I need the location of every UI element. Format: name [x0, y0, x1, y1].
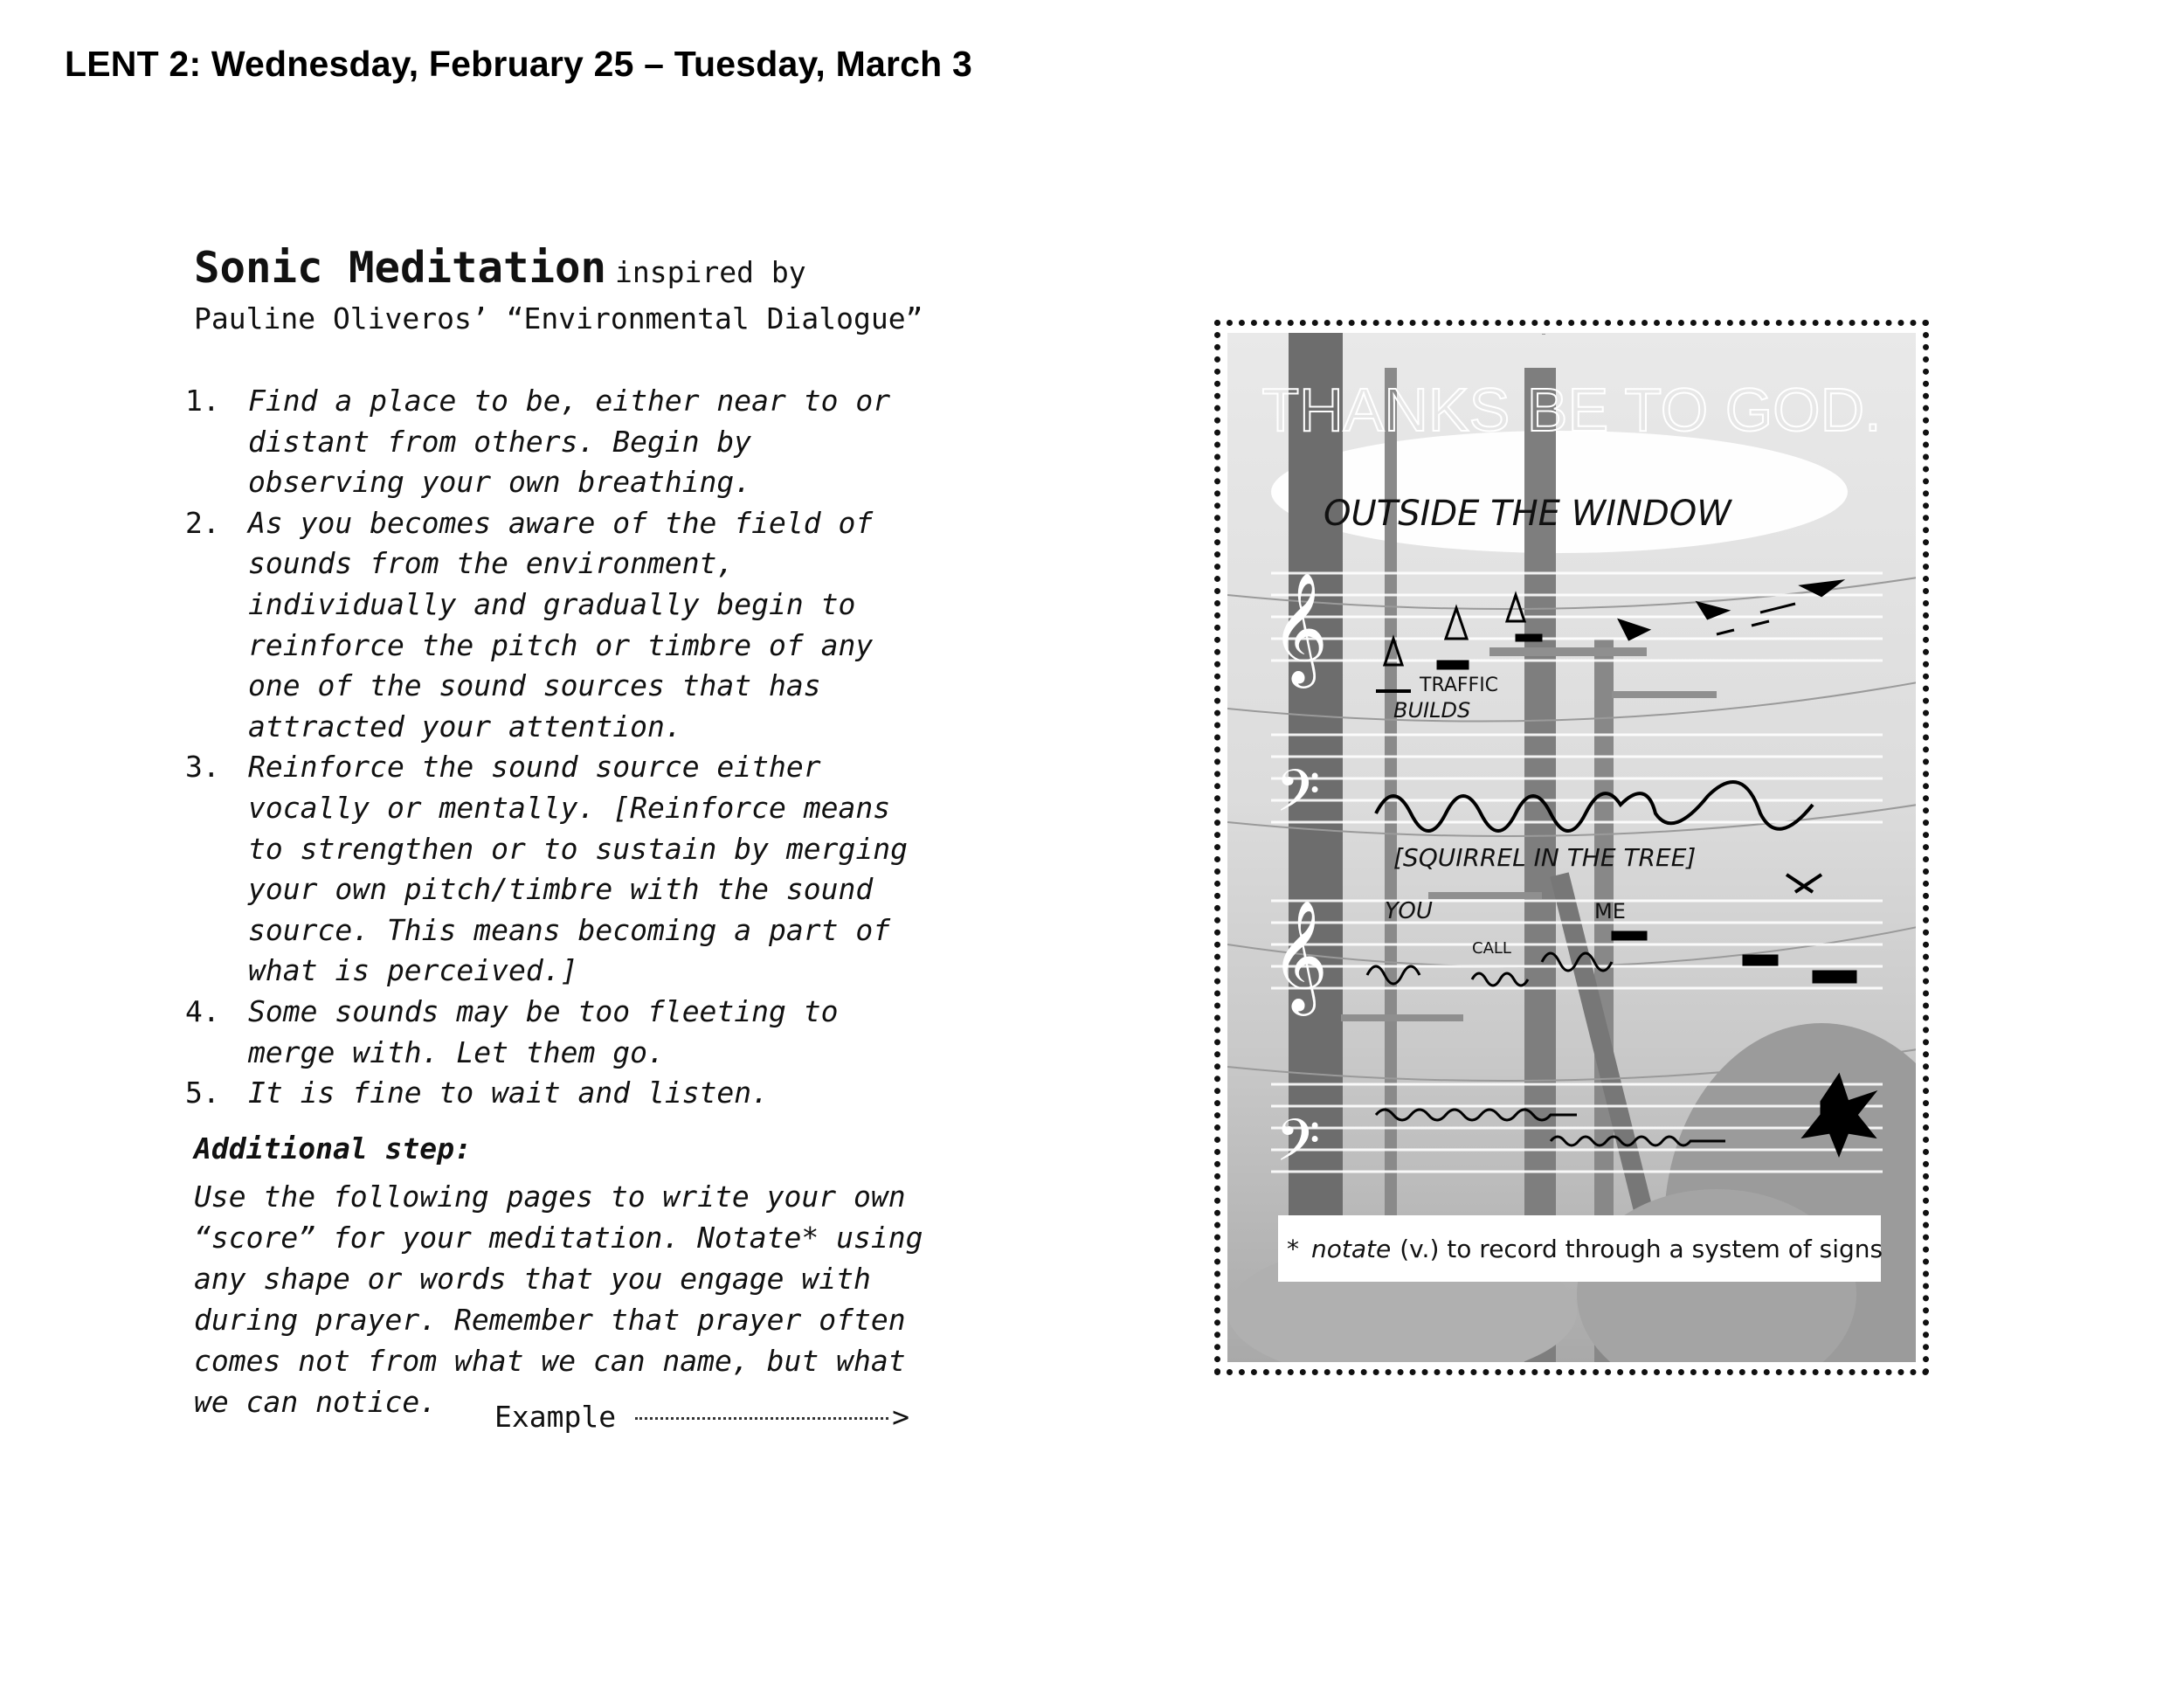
handwritten-header: OUTSIDE THE WINDOW — [1324, 494, 1731, 534]
meditation-subtitle: Pauline Oliveros’ “Environmental Dialogue” — [194, 301, 923, 336]
handwritten-me: ME — [1594, 899, 1626, 924]
additional-step-body: Use the following pages to write your own “score” for your meditation. Notate* using any shape or words that you engage with during prayer. Remember that prayer often comes not from what we can name, but what we can notice. — [194, 1179, 923, 1419]
bass-clef-icon: 𝄢 — [1275, 758, 1321, 839]
step-number: 5. — [185, 1076, 220, 1110]
steps-list — [185, 381, 963, 1114]
list-item — [185, 992, 963, 1073]
list-item — [185, 1073, 963, 1114]
list-item — [185, 747, 963, 992]
meditation-title: Sonic Meditation — [194, 243, 607, 293]
step-number: 3. — [185, 750, 220, 785]
step-text: Find a place to be, either near to or distant from others. Begin by observing your own breathing. — [248, 384, 891, 500]
step-number: 2. — [185, 505, 220, 540]
step-number: 1. — [185, 384, 220, 418]
footnote-pos: (v.) — [1400, 1234, 1440, 1263]
utility-pole — [1289, 333, 1343, 1362]
dotted-leader — [635, 1417, 888, 1420]
meditation-title-suffix: inspired by — [615, 255, 806, 289]
treble-clef-icon: 𝄞 — [1271, 899, 1329, 1011]
step-number: 4. — [185, 993, 220, 1028]
thanks-be-to-god-title: THANKS BE TO GOD. — [1261, 376, 1882, 444]
example-label: Example — [494, 1400, 617, 1434]
treble-clef-icon: 𝄞 — [1271, 571, 1329, 683]
step-text: Some sounds may be too fleeting to merge with. Let them go. — [248, 993, 839, 1069]
photo-scene — [1227, 333, 1916, 1362]
notate-footnote — [1278, 1215, 1881, 1282]
additional-step-title: Additional step: — [194, 1131, 472, 1166]
arrow-right-icon: > — [892, 1400, 909, 1434]
meditation-title-line — [194, 243, 963, 293]
footnote-definition: to record through a system of signs — [1447, 1234, 1883, 1263]
list-item — [185, 381, 963, 503]
footnote-term: notate — [1311, 1234, 1392, 1263]
list-item — [185, 503, 963, 748]
handwritten-call: CALL — [1472, 939, 1511, 958]
example-pointer — [194, 1400, 909, 1434]
handwritten-traffic: TRAFFIC — [1420, 675, 1499, 696]
handwritten-builds: BUILDS — [1393, 698, 1471, 723]
step-text: As you becomes aware of the field of sounds from the environment, individually and gradually begin to reinforce the pitch or timbre of any one of the sound sources that has attracted your attention. — [248, 505, 874, 744]
page-heading: LENT 2: Wednesday, February 25 – Tuesday, March 3 — [65, 44, 972, 84]
meditation-text-column — [185, 243, 963, 1434]
step-text: Reinforce the sound source either vocally or mentally. [Reinforce means to strengthen or to sustain by merging your own pitch/timbre with the sound source. This means becoming a part of what is perceived.] — [248, 750, 908, 988]
handwritten-squirrel: [SQUIRREL IN THE TREE] — [1393, 843, 1697, 872]
handwritten-you: YOU — [1385, 898, 1433, 924]
step-text: It is fine to wait and listen. — [248, 1076, 770, 1110]
score-image-frame — [1214, 320, 1929, 1375]
bass-clef-icon: 𝄢 — [1275, 1107, 1321, 1188]
footnote-marker: * — [1287, 1234, 1299, 1263]
score-photo — [1227, 333, 1916, 1362]
